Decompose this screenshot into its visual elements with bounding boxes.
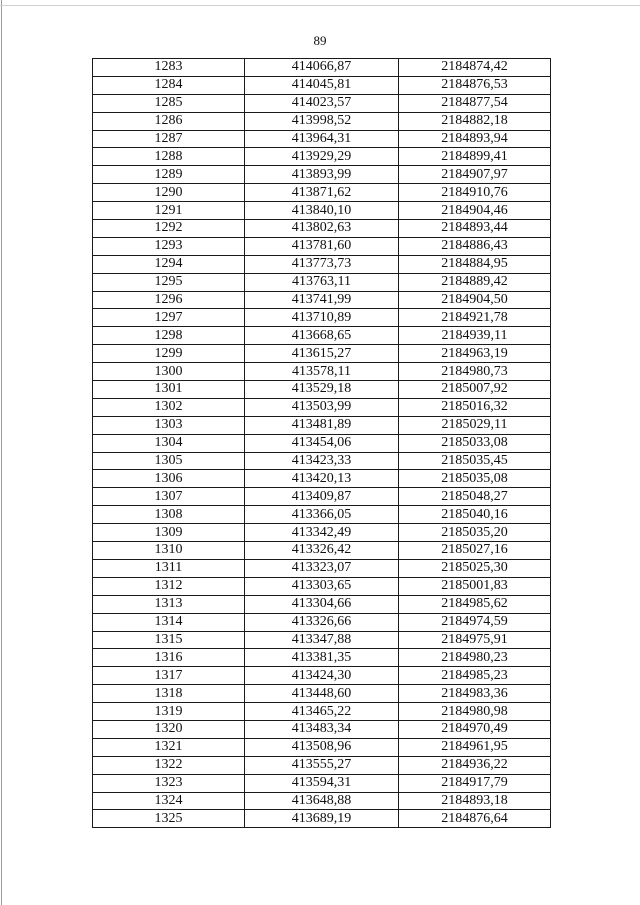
x-coordinate-cell: 413347,88: [245, 631, 399, 649]
x-coordinate-cell: 414066,87: [245, 59, 399, 77]
x-coordinate-cell: 413508,96: [245, 738, 399, 756]
x-coordinate-cell: 413483,34: [245, 720, 399, 738]
x-coordinate-cell: 413381,35: [245, 649, 399, 667]
table-row: [93, 703, 551, 721]
y-coordinate-cell: 2184904,46: [399, 202, 551, 220]
x-coordinate-cell: 413423,33: [245, 452, 399, 470]
table-row: [93, 381, 551, 399]
table-row: [93, 220, 551, 238]
y-coordinate-cell: 2185007,92: [399, 381, 551, 399]
table-row: [93, 470, 551, 488]
y-coordinate-cell: 2184907,97: [399, 166, 551, 184]
y-coordinate-cell: 2184893,94: [399, 130, 551, 148]
x-coordinate-cell: 414045,81: [245, 76, 399, 94]
y-coordinate-cell: 2184882,18: [399, 112, 551, 130]
table-row: [93, 595, 551, 613]
y-coordinate-cell: 2184876,64: [399, 810, 551, 828]
y-coordinate-cell: 2184983,36: [399, 685, 551, 703]
point-number-cell: 1297: [93, 309, 245, 327]
x-coordinate-cell: 413578,11: [245, 363, 399, 381]
x-coordinate-cell: 413326,66: [245, 613, 399, 631]
x-coordinate-cell: 413420,13: [245, 470, 399, 488]
table-row: [93, 184, 551, 202]
y-coordinate-cell: 2184893,44: [399, 220, 551, 238]
coordinates-table-body: [93, 59, 551, 828]
x-coordinate-cell: 413893,99: [245, 166, 399, 184]
x-coordinate-cell: 413781,60: [245, 237, 399, 255]
table-row: [93, 398, 551, 416]
point-number-cell: 1312: [93, 577, 245, 595]
table-row: [93, 434, 551, 452]
table-row: [93, 631, 551, 649]
point-number-cell: 1308: [93, 506, 245, 524]
point-number-cell: 1325: [93, 810, 245, 828]
point-number-cell: 1301: [93, 381, 245, 399]
x-coordinate-cell: 413481,89: [245, 416, 399, 434]
table-row: [93, 506, 551, 524]
table-row: [93, 685, 551, 703]
point-number-cell: 1291: [93, 202, 245, 220]
table-row: [93, 667, 551, 685]
y-coordinate-cell: 2185048,27: [399, 488, 551, 506]
point-number-cell: 1300: [93, 363, 245, 381]
y-coordinate-cell: 2184980,98: [399, 703, 551, 721]
x-coordinate-cell: 413773,73: [245, 255, 399, 273]
point-number-cell: 1285: [93, 94, 245, 112]
x-coordinate-cell: 413323,07: [245, 559, 399, 577]
point-number-cell: 1287: [93, 130, 245, 148]
table-row: [93, 273, 551, 291]
x-coordinate-cell: 413929,29: [245, 148, 399, 166]
x-coordinate-cell: 413342,49: [245, 524, 399, 542]
point-number-cell: 1296: [93, 291, 245, 309]
point-number-cell: 1289: [93, 166, 245, 184]
table-row: [93, 416, 551, 434]
point-number-cell: 1319: [93, 703, 245, 721]
table-row: [93, 452, 551, 470]
x-coordinate-cell: 413555,27: [245, 756, 399, 774]
y-coordinate-cell: 2185035,20: [399, 524, 551, 542]
x-coordinate-cell: 413424,30: [245, 667, 399, 685]
point-number-cell: 1318: [93, 685, 245, 703]
y-coordinate-cell: 2184975,91: [399, 631, 551, 649]
y-coordinate-cell: 2184893,18: [399, 792, 551, 810]
point-number-cell: 1299: [93, 345, 245, 363]
point-number-cell: 1315: [93, 631, 245, 649]
x-coordinate-cell: 413615,27: [245, 345, 399, 363]
point-number-cell: 1306: [93, 470, 245, 488]
table-row: [93, 756, 551, 774]
point-number-cell: 1290: [93, 184, 245, 202]
point-number-cell: 1286: [93, 112, 245, 130]
table-row: [93, 309, 551, 327]
point-number-cell: 1322: [93, 756, 245, 774]
table-row: [93, 738, 551, 756]
point-number-cell: 1293: [93, 237, 245, 255]
point-number-cell: 1295: [93, 273, 245, 291]
point-number-cell: 1283: [93, 59, 245, 77]
y-coordinate-cell: 2184884,95: [399, 255, 551, 273]
point-number-cell: 1310: [93, 542, 245, 560]
table-row: [93, 327, 551, 345]
y-coordinate-cell: 2184899,41: [399, 148, 551, 166]
table-row: [93, 202, 551, 220]
y-coordinate-cell: 2184910,76: [399, 184, 551, 202]
point-number-cell: 1288: [93, 148, 245, 166]
table-row: [93, 363, 551, 381]
y-coordinate-cell: 2185035,08: [399, 470, 551, 488]
table-row: [93, 559, 551, 577]
table-row: [93, 94, 551, 112]
y-coordinate-cell: 2184974,59: [399, 613, 551, 631]
y-coordinate-cell: 2184921,78: [399, 309, 551, 327]
point-number-cell: 1305: [93, 452, 245, 470]
point-number-cell: 1317: [93, 667, 245, 685]
table-row: [93, 76, 551, 94]
x-coordinate-cell: 413465,22: [245, 703, 399, 721]
y-coordinate-cell: 2185029,11: [399, 416, 551, 434]
y-coordinate-cell: 2184985,23: [399, 667, 551, 685]
x-coordinate-cell: 413802,63: [245, 220, 399, 238]
point-number-cell: 1294: [93, 255, 245, 273]
point-number-cell: 1284: [93, 76, 245, 94]
table-row: [93, 255, 551, 273]
y-coordinate-cell: 2184985,62: [399, 595, 551, 613]
table-row: [93, 810, 551, 828]
table-row: [93, 59, 551, 77]
table-row: [93, 774, 551, 792]
scan-edge-left: [1, 0, 2, 905]
x-coordinate-cell: 413448,60: [245, 685, 399, 703]
table-row: [93, 792, 551, 810]
y-coordinate-cell: 2185027,16: [399, 542, 551, 560]
y-coordinate-cell: 2184961,95: [399, 738, 551, 756]
x-coordinate-cell: 413998,52: [245, 112, 399, 130]
table-row: [93, 524, 551, 542]
point-number-cell: 1307: [93, 488, 245, 506]
table-row: [93, 130, 551, 148]
x-coordinate-cell: 413409,87: [245, 488, 399, 506]
table-row: [93, 237, 551, 255]
point-number-cell: 1323: [93, 774, 245, 792]
x-coordinate-cell: 413668,65: [245, 327, 399, 345]
x-coordinate-cell: 413594,31: [245, 774, 399, 792]
y-coordinate-cell: 2184980,23: [399, 649, 551, 667]
point-number-cell: 1320: [93, 720, 245, 738]
table-row: [93, 613, 551, 631]
x-coordinate-cell: 413503,99: [245, 398, 399, 416]
x-coordinate-cell: 413840,10: [245, 202, 399, 220]
point-number-cell: 1316: [93, 649, 245, 667]
y-coordinate-cell: 2185001,83: [399, 577, 551, 595]
page-number: 89: [313, 33, 327, 48]
x-coordinate-cell: 413366,05: [245, 506, 399, 524]
y-coordinate-cell: 2184904,50: [399, 291, 551, 309]
y-coordinate-cell: 2185035,45: [399, 452, 551, 470]
y-coordinate-cell: 2184917,79: [399, 774, 551, 792]
y-coordinate-cell: 2184936,22: [399, 756, 551, 774]
x-coordinate-cell: 413529,18: [245, 381, 399, 399]
point-number-cell: 1304: [93, 434, 245, 452]
point-number-cell: 1324: [93, 792, 245, 810]
x-coordinate-cell: 414023,57: [245, 94, 399, 112]
y-coordinate-cell: 2184889,42: [399, 273, 551, 291]
x-coordinate-cell: 413303,65: [245, 577, 399, 595]
y-coordinate-cell: 2184876,53: [399, 76, 551, 94]
x-coordinate-cell: 413689,19: [245, 810, 399, 828]
point-number-cell: 1298: [93, 327, 245, 345]
y-coordinate-cell: 2185025,30: [399, 559, 551, 577]
table-row: [93, 542, 551, 560]
x-coordinate-cell: 413304,66: [245, 595, 399, 613]
y-coordinate-cell: 2185033,08: [399, 434, 551, 452]
x-coordinate-cell: 413964,31: [245, 130, 399, 148]
table-row: [93, 166, 551, 184]
point-number-cell: 1313: [93, 595, 245, 613]
table-row: [93, 577, 551, 595]
x-coordinate-cell: 413871,62: [245, 184, 399, 202]
table-row: [93, 649, 551, 667]
y-coordinate-cell: 2184886,43: [399, 237, 551, 255]
x-coordinate-cell: 413763,11: [245, 273, 399, 291]
point-number-cell: 1309: [93, 524, 245, 542]
point-number-cell: 1303: [93, 416, 245, 434]
x-coordinate-cell: 413710,89: [245, 309, 399, 327]
scan-edge-top: [0, 5, 640, 6]
y-coordinate-cell: 2184874,42: [399, 59, 551, 77]
point-number-cell: 1314: [93, 613, 245, 631]
x-coordinate-cell: 413454,06: [245, 434, 399, 452]
table-row: [93, 148, 551, 166]
table-row: [93, 345, 551, 363]
y-coordinate-cell: 2184963,19: [399, 345, 551, 363]
x-coordinate-cell: 413741,99: [245, 291, 399, 309]
point-number-cell: 1311: [93, 559, 245, 577]
coordinates-table: [92, 58, 551, 828]
x-coordinate-cell: 413648,88: [245, 792, 399, 810]
y-coordinate-cell: 2184970,49: [399, 720, 551, 738]
y-coordinate-cell: 2185040,16: [399, 506, 551, 524]
table-row: [93, 291, 551, 309]
y-coordinate-cell: 2184980,73: [399, 363, 551, 381]
y-coordinate-cell: 2185016,32: [399, 398, 551, 416]
point-number-cell: 1292: [93, 220, 245, 238]
point-number-cell: 1321: [93, 738, 245, 756]
point-number-cell: 1302: [93, 398, 245, 416]
x-coordinate-cell: 413326,42: [245, 542, 399, 560]
table-row: [93, 720, 551, 738]
table-row: [93, 488, 551, 506]
y-coordinate-cell: 2184877,54: [399, 94, 551, 112]
y-coordinate-cell: 2184939,11: [399, 327, 551, 345]
table-row: [93, 112, 551, 130]
